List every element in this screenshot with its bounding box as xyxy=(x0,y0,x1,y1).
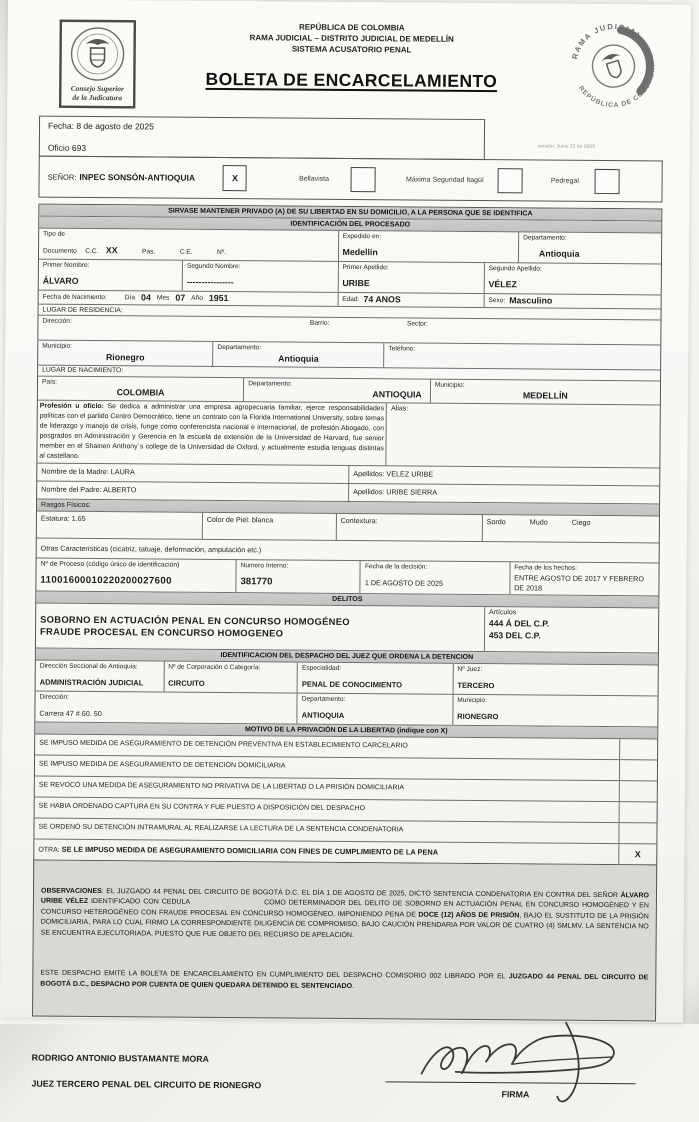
num-proceso-label: Nº de Proceso (código único de identificación) xyxy=(41,559,232,571)
municipio-2-label: Municipio: xyxy=(435,380,656,392)
cell-contextura: Contextura: xyxy=(335,514,481,541)
fecha-line: Fecha: 8 de agosto de 2025 xyxy=(48,121,476,134)
departamento-3-label: Departamento: xyxy=(248,379,426,390)
row-despacho-2 xyxy=(35,691,657,727)
cell-direccion xyxy=(38,316,306,342)
cell-sector xyxy=(393,319,661,345)
fecha-nacimiento-label: Fecha de Nacimiento: xyxy=(43,294,107,302)
seccional-label: Dirección Seccional de Antioquia: xyxy=(40,661,160,672)
cell-sexo xyxy=(483,294,660,309)
cell-despacho-municipio xyxy=(452,695,657,727)
corporacion-value: CIRCUITO xyxy=(168,678,205,687)
delito-1: SOBORNO EN ACTUACIÓN PENAL EN CONCURSO HOMOGÉNEO xyxy=(40,613,480,629)
profesion-text: Se dedica a administrar una empresa agropecuaria familiar, ejerce responsabilidades políticas con el partido Centro Democrático, tiene un contrato con la Florida International University, sobre temas de liderazgo y manejo de crisis, funge como conferencista nacional e internacional, de profesión Abogado, con posgrados en Administración y Gerencia en la escuela de extensión de la Universidad de Harvard, fue senior member en el Shainen Anthony´s college de la Universidad de Oxford, y actualmente estudia lenguas distintas al castellano. xyxy=(39,403,384,460)
pais-value: COLOMBIA xyxy=(42,387,239,400)
cc-value: XX xyxy=(106,245,118,255)
cell-barrio xyxy=(306,318,393,343)
row-nombres xyxy=(39,259,661,295)
profesion-label: Profesión u oficio: xyxy=(40,402,104,410)
motivo-text-5: SE ORDENÓ SU DETENCIÓN INTRAMURAL AL REALIZARSE LA LECTURA DE LA SENTENCIA CONDENATORIA xyxy=(34,818,618,843)
despacho-departamento-value: ANTIOQUIA xyxy=(302,710,345,719)
segundo-apellido-label: Segundo Apellido: xyxy=(489,264,657,275)
cell-expedido xyxy=(338,231,519,262)
cell-alias xyxy=(386,403,660,467)
consejo-superior-seal-icon xyxy=(57,18,138,111)
sordo-label: Sordo xyxy=(486,517,505,540)
right-seal-text-top: RAMA JUDICIAL xyxy=(563,16,645,63)
header-line-3: SISTEMA ACUSATORIO PENAL xyxy=(142,43,562,57)
judge-name: RODRIGO ANTONIO BUSTAMANTE MORA xyxy=(32,1053,376,1066)
rama-judicial-seal-icon xyxy=(563,16,664,117)
cell-estatura: Estatura: 1.65 xyxy=(37,511,202,538)
pais-label: País: xyxy=(42,377,239,388)
bar-delitos: DELITOS xyxy=(36,591,658,608)
articulos-label: Artículos xyxy=(489,608,654,620)
ano-label: Año xyxy=(191,295,203,302)
cell-primer-nombre xyxy=(39,259,182,290)
despacho-departamento-label: Departamento: xyxy=(302,694,449,705)
cell-num-juez xyxy=(452,664,657,696)
dia-label: Día xyxy=(125,294,135,301)
sector-label: Sector: xyxy=(407,320,657,332)
delito-2: FRAUDE PROCESAL EN CONCURSO HOMOGENEO xyxy=(40,625,480,641)
cell-articulos xyxy=(484,607,658,652)
mudo-label: Mudo xyxy=(530,517,548,540)
num-juez-label: Nº Juez: xyxy=(457,665,653,676)
cell-seccional xyxy=(36,660,164,691)
row-lugar-residencia: LUGAR DE RESIDENCIA: xyxy=(39,305,661,321)
segundo-nombre-value: ---------------- xyxy=(187,277,234,287)
municipio-label: Municipio: xyxy=(42,342,208,353)
pas-label: Pas. xyxy=(142,248,155,255)
tipo-doc-label-1: Tipo de xyxy=(43,230,334,242)
numero-interno-label: Numero Interno: xyxy=(241,561,356,572)
numero-interno-value: 381770 xyxy=(240,576,272,587)
destinatario-row xyxy=(38,156,662,203)
cell-municipio-2 xyxy=(430,379,660,404)
senor-label: SEÑOR: xyxy=(48,172,77,181)
judge-title: JUEZ TERCERO PENAL DEL CIRCUITO DE RIONEGRO xyxy=(31,1079,375,1092)
municipio-value: Rionegro xyxy=(42,352,208,365)
cell-madre: Nombre de la Madre: LAURA xyxy=(37,463,348,482)
direccion-label: Dirección: xyxy=(42,317,302,329)
motivo-text-2: SE IMPUSO MEDIDA DE ASEGURAMIENTO DE DETENCIÓN DOMICILIARIA xyxy=(35,755,619,780)
cell-sordo-mudo-ciego xyxy=(481,515,658,542)
seccional-value: ADMINISTRACIÓN JUDICIAL xyxy=(40,677,144,687)
articulo-1: 444 Á DEL C.P. xyxy=(489,618,654,630)
pedregal-checkbox xyxy=(595,168,620,193)
motivo-checkbox-6: X xyxy=(618,844,656,864)
departamento-label: Departamento: xyxy=(523,233,657,244)
cell-tipo-documento xyxy=(39,229,338,261)
primer-nombre-label: Primer Nombre: xyxy=(43,260,178,271)
signature-area xyxy=(375,1033,656,1121)
row-documento xyxy=(39,229,661,265)
cell-madre-apellidos: Apellidos: VELEZ URIBE xyxy=(348,466,659,485)
cell-num-proceso xyxy=(36,558,235,592)
mes-value: 07 xyxy=(175,292,185,303)
expedido-value: Medellín xyxy=(343,247,378,257)
row-delitos xyxy=(36,603,658,653)
num-proceso-value: 11001600010220200027600 xyxy=(40,575,171,587)
fecha-decision-value: 1 DE AGOSTO DE 2025 xyxy=(365,578,443,588)
despacho-municipio-label: Municipio: xyxy=(457,696,653,707)
cell-padre-apellidos: Apellidos: URIBE SIERRA xyxy=(348,484,659,503)
cell-segundo-nombre xyxy=(182,261,338,292)
cell-color-piel: Color de Piel: blanca xyxy=(202,513,336,540)
cell-primer-apellido xyxy=(337,262,483,293)
num-label: Nº. xyxy=(217,249,226,256)
senor-value: INPEC SONSÓN-ANTIOQUIA xyxy=(79,172,195,183)
cell-fecha-nacimiento xyxy=(39,290,338,306)
corporacion-label: Nº de Corporación ó Categoría: xyxy=(168,662,293,673)
departamento-value: Antioquia xyxy=(539,248,580,258)
header-line-1: REPÚBLICA DE COLOMBIA xyxy=(142,20,562,34)
departamento-3-value: ANTIOQUIA xyxy=(248,389,426,402)
cell-fecha-hechos xyxy=(509,562,659,595)
fecha-hechos-label: Fecha de los hechos: xyxy=(514,563,654,574)
left-seal-caption-1: Consejo Superior xyxy=(71,84,124,93)
bar-sirvase: SIRVASE MANTENER PRIVADO (A) DE SU LIBERTAD EN SU DOMICILIO, A LA PERSONA QUE SE IDENTIFICA xyxy=(39,205,661,222)
cell-especialidad xyxy=(297,662,453,693)
barrio-label: Barrio: xyxy=(310,319,389,330)
cell-numero-interno xyxy=(235,560,360,593)
primer-apellido-value: URIBE xyxy=(342,278,369,288)
meta-section xyxy=(38,116,663,203)
motivo-checkbox-5 xyxy=(618,823,656,843)
judge-identity xyxy=(31,1031,376,1120)
especialidad-value: PENAL DE CONOCIMIENTO xyxy=(302,679,402,689)
expedido-label: Expedido en: xyxy=(343,232,514,243)
primer-apellido-label: Primer Apellido: xyxy=(342,263,479,274)
maxima-seguridad-checkbox xyxy=(498,168,523,193)
primer-nombre-value: ÁLVARO xyxy=(43,275,79,285)
bellavista-label: Bellavista xyxy=(299,175,329,182)
segundo-apellido-value: VÉLEZ xyxy=(488,279,516,289)
bar-identificacion: IDENTIFICACIÓN DEL PROCESADO xyxy=(39,217,661,234)
sexo-label: Sexo: xyxy=(488,297,505,304)
cell-fecha-decision xyxy=(360,561,510,594)
cell-profesion xyxy=(37,400,386,465)
row-otras-caracteristicas: Otras Características (cicatriz, tatuaje, deformación, amputación etc.) xyxy=(37,538,659,563)
observaciones-paragraph-1: OBSERVACIONES: EL JUZGADO 44 PENAL DEL CIRCUITO DE BOGOTÁ D.C. EL DÍA 1 DE AGOSTO DE 2025, DICTÓ SENTENCIA CONDENATORIA EN CONTRA DEL SEÑOR ÁLVARO URIBE VÉLEZ IDENTIFICADO CON CEDULA COMO DETERMINADOR DEL DELITO DE SOBORNO EN ACTUACIÓN PENAL EN CONCURSO HOMOGÉNEO Y EN CONCURSO HETEROGÉNEO CON FRAUDE PROCESAL EN CONCURSO HOMOGÉNEO, IMPONIENDO PENA DE DOCE (12) AÑOS DE PRISIÓN, BAJO EL SUSTITUTO DE LA PRISIÓN DOMICILIARIA, PARA LO CUAL FIRMO LA CORRESPONDIENTE DILIGENCIA DE COMPROMISO, BAJO CAUCIÓN PRENDARIA POR VALOR DE CUATRO (4) SMLMV. LA SENTENCIA NO SE ENCUENTRA EJECUTORIADA, PUESTO QUE FUE OBJETO DEL RECURSO DE APELACIÓN. xyxy=(41,886,649,943)
edad-value: 74 ANOS xyxy=(363,294,400,306)
dia-value: 04 xyxy=(141,292,151,303)
cell-edad xyxy=(337,293,483,308)
cell-despacho-direccion xyxy=(35,691,296,723)
departamento-2-value: Antioquia xyxy=(217,353,379,366)
firma-label: FIRMA xyxy=(375,1088,655,1100)
main-table xyxy=(33,204,662,866)
ce-label: C.E. xyxy=(180,249,193,256)
observaciones-block xyxy=(32,860,657,1021)
despacho-direccion-label: Dirección: xyxy=(39,692,292,704)
row-profesion xyxy=(37,400,659,468)
motivo-checkbox-2 xyxy=(619,760,657,780)
telefono-label: Teléfono: xyxy=(388,345,656,357)
left-seal-caption-2: de la Judicatura xyxy=(72,93,122,102)
version-note: versión: Junio 22 de 2009 xyxy=(538,143,595,149)
departamento-2-label: Departamento: xyxy=(217,343,379,354)
ano-value: 1951 xyxy=(209,293,229,305)
motivo-otra-text: SE LE IMPUSO MEDIDA DE ASEGURAMIENTO DOMICILIARIA CON FINES DE CUMPLIMIENTO DE LA PENA xyxy=(62,844,438,856)
cell-departamento xyxy=(518,232,661,263)
segundo-nombre-label: Segundo Nombre: xyxy=(187,262,334,273)
right-seal-text-bottom: REPÚBLICA DE COLOMBIA xyxy=(576,62,664,117)
motivo-checkbox-3 xyxy=(619,781,657,801)
sexo-value: Masculino xyxy=(509,295,552,307)
especialidad-label: Especialidad: xyxy=(302,664,449,675)
cell-despacho-departamento xyxy=(297,693,453,724)
motivo-otra-prefix: OTRA: xyxy=(38,846,59,853)
bellavista-checkbox xyxy=(351,167,376,192)
inpec-checkbox: X xyxy=(223,165,247,191)
edad-label: Edad: xyxy=(342,296,359,303)
boleta-form xyxy=(31,8,664,1122)
row-despacho-1 xyxy=(36,660,658,696)
tipo-doc-label-2: Documento xyxy=(43,247,77,254)
alias-label: Alias: xyxy=(391,404,656,417)
cell-corporacion xyxy=(163,661,297,692)
motivo-checkbox-1 xyxy=(619,739,657,759)
cell-segundo-apellido xyxy=(483,263,660,294)
header-line-2: RAMA JUDICIAL – DISTRITO JUDICIAL DE MEDELLÍN xyxy=(142,32,562,46)
observaciones-paragraph-2: ESTE DESPACHO EMITE LA BOLETA DE ENCARCELAMIENTO EN CUMPLIMIENTO DEL DESPACHO COMISORIO 002 LIBRADO POR EL JUZGADO 44 PENAL DEL CIRCUITO DE BOGOTÁ D.C., DESPACHO POR CUENTA DE QUIEN QUEDARA DETENIDO EL SENTENCIADO. xyxy=(40,969,648,995)
cell-telefono xyxy=(383,343,660,368)
row-proceso xyxy=(36,558,658,596)
motivo-text-1: SE IMPUSO MEDIDA DE ASEGURAMIENTO DE DETENCIÓN PREVENTIVA EN ESTABLECIMIENTO CARCELARIO xyxy=(35,734,619,759)
cell-departamento-2 xyxy=(212,342,383,367)
motivo-text-4: SE HABIA ORDENADO CAPTURA EN SU CONTRA Y FUE PUESTO A DISPOSICIÓN DEL DESPACHO xyxy=(35,797,619,822)
signature-section xyxy=(31,1031,656,1122)
document-header xyxy=(39,8,664,117)
oficio-line: Oficio 693 xyxy=(48,143,476,156)
articulo-2: 453 DEL C.P. xyxy=(489,630,654,642)
despacho-municipio-value: RIONEGRO xyxy=(457,712,498,721)
cell-pais xyxy=(38,376,243,401)
num-juez-value: TERCERO xyxy=(457,681,494,690)
cell-departamento-3 xyxy=(243,378,430,403)
bar-motivo: MOTIVO DE LA PRIVACIÓN DE LA LIBERTAD (indique con X) xyxy=(35,722,657,739)
fecha-decision-label: Fecha de la decisión: xyxy=(365,562,505,573)
motivo-checkbox-4 xyxy=(619,802,657,822)
municipio-2-value: MEDELLÍN xyxy=(435,390,656,403)
cell-delitos xyxy=(36,603,484,651)
maxima-seguridad-label: Máxima Seguridad Itagüí xyxy=(406,176,484,184)
fecha-box xyxy=(39,116,485,161)
mes-label: Mes xyxy=(157,294,170,301)
motivo-text-3: SE REVOCÓ UNA MEDIDA DE ASEGURAMIENTO NO PRIVATIVA DE LA LIBERTAD O LA PRISIÓN DOMICILIARIA xyxy=(35,776,619,801)
bar-rasgos-fisicos: Rasgos Físicos: xyxy=(37,499,659,516)
header-text-block xyxy=(141,8,562,92)
document-title: BOLETA DE ENCARCELAMIENTO xyxy=(141,68,561,92)
pedregal-label: Pedregal xyxy=(551,177,579,184)
cc-label: C.C. xyxy=(85,248,98,255)
fecha-hechos-value: ENTRE AGOSTO DE 2017 Y FEBRERO DE 2018 xyxy=(514,573,654,594)
ciego-label: Ciego xyxy=(572,518,591,541)
cell-municipio xyxy=(38,341,212,366)
row-lugar-nacimiento: LUGAR DE NACIMIENTO: xyxy=(38,365,660,381)
cell-padre: Nombre del Padre: ALBERTO xyxy=(37,481,348,500)
bar-despacho: IDENTIFICACION DEL DESPACHO DEL JUEZ QUE ORDENA LA DETENCION xyxy=(36,648,658,665)
despacho-direccion-value: Carrera 47 # 60. 50 xyxy=(39,708,101,717)
